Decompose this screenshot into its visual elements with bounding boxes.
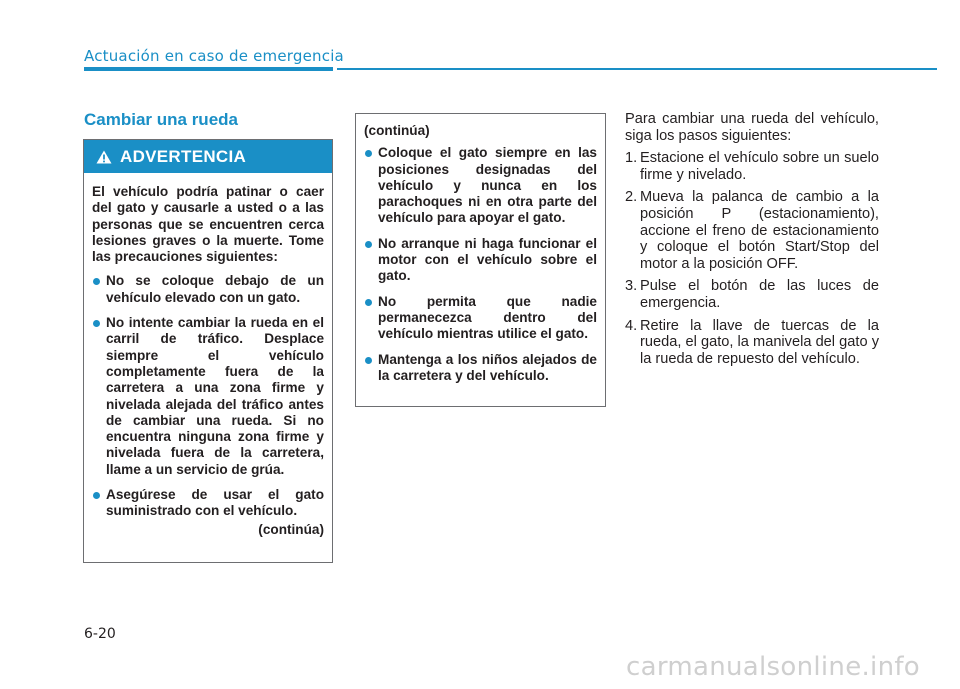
bullet-icon xyxy=(365,150,372,157)
bullet-icon xyxy=(93,492,100,499)
step-item: 2. Mueva la palanca de cambio a la posición P (estacionamiento), accione el freno de estacionamiento y coloque el botón Start/Stop del motor a la posición OFF. xyxy=(625,189,879,272)
chapter-header: Actuación en caso de emergencia xyxy=(84,47,344,65)
list-item: No se coloque debajo de un vehículo elevado con un gato. xyxy=(92,273,324,306)
instructions xyxy=(625,111,879,373)
watermark: carmanualsonline.info xyxy=(626,652,921,682)
instructions-intro: Para cambiar una rueda del vehículo, siga los pasos siguientes: xyxy=(625,111,879,144)
step-item: 4. Retire la llave de tuercas de la rueda, el gato, la manivela del gato y la rueda de repuesto del vehículo. xyxy=(625,317,879,367)
list-item: No arranque ni haga funcionar el motor con el vehículo sobre el gato. xyxy=(364,236,597,285)
bullet-icon xyxy=(365,241,372,248)
bullet-icon xyxy=(93,278,100,285)
warning-box xyxy=(83,139,333,563)
bullet-icon xyxy=(93,320,100,327)
warning-header xyxy=(84,140,332,173)
steps-list xyxy=(625,150,879,367)
warning-intro: El vehículo podría patinar o caer del gato y causarle a usted o a las personas que se encuentren cerca lesiones graves o la muerte. Tome las precauciones siguientes: xyxy=(92,184,324,265)
list-item: No permita que nadie permanecezca dentro del vehículo mientras utilice el gato. xyxy=(364,294,597,343)
list-item: Asegúrese de usar el gato suministrado con el vehículo. xyxy=(92,487,324,520)
section-heading: Cambiar una rueda xyxy=(84,110,238,129)
continued-label: (continúa) xyxy=(364,123,430,138)
continued-list xyxy=(364,145,597,384)
step-item: 3. Pulse el botón de las luces de emergencia. xyxy=(625,278,879,311)
warning-title: ADVERTENCIA xyxy=(120,146,247,166)
list-item: Mantenga a los niños alejados de la carretera y del vehículo. xyxy=(364,352,597,385)
list-item: No intente cambiar la rueda en el carril de tráfico. Desplace siempre el vehículo completamente fuera de la carretera a una zona firme y nivelada alejada del tráfico antes de cambiar una rueda. Si no encuentra ninguna zona firme y nivelada fuera de la carretera, llame a un servicio de grúa. xyxy=(92,315,324,478)
bullet-icon xyxy=(365,357,372,364)
continued-note: (continúa) xyxy=(258,521,324,537)
warning-continued-box xyxy=(355,113,606,407)
bullet-icon xyxy=(365,299,372,306)
warning-list xyxy=(92,273,324,519)
header-rule-accent xyxy=(84,67,333,71)
warning-body xyxy=(84,173,332,538)
page-number: 6-20 xyxy=(84,626,116,642)
warning-triangle-icon xyxy=(96,150,112,164)
header-rule xyxy=(337,68,937,70)
list-item: Coloque el gato siempre en las posiciones designadas del vehículo y nunca en los parachoques ni en otra parte del vehículo para apoyar el gato. xyxy=(364,145,597,226)
step-item: 1. Estacione el vehículo sobre un suelo firme y nivelado. xyxy=(625,150,879,183)
continued-body xyxy=(356,114,605,384)
